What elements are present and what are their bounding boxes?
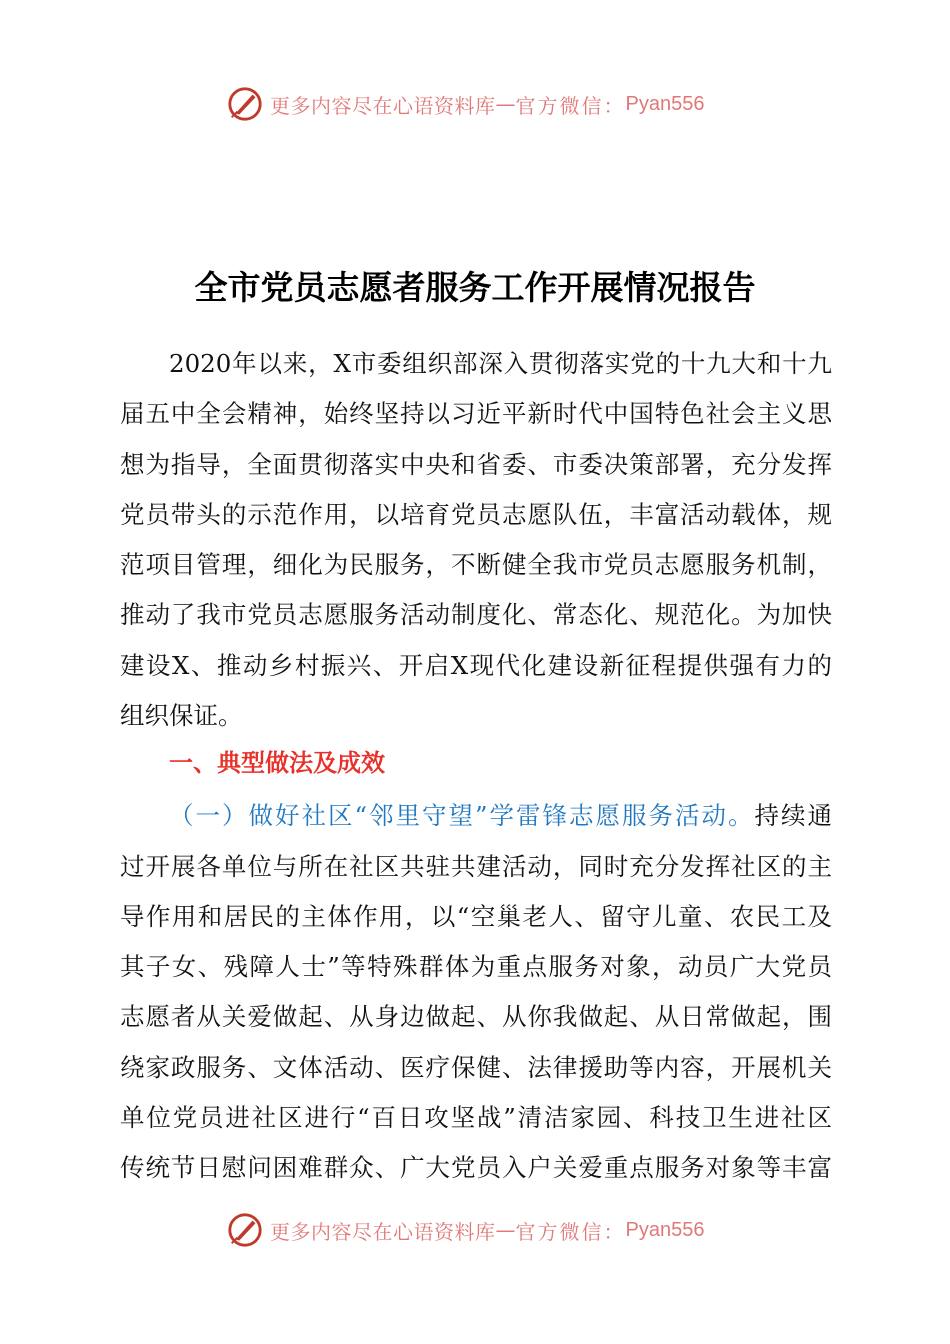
banner-dash: — [495, 1218, 516, 1242]
body-line: 单位党员进社区进行“百日攻坚战”清洁家园、科技卫生进社区 [120, 1103, 832, 1132]
footer-banner [226, 1210, 704, 1250]
body-line: 其子女、残障人士”等特殊群体为重点服务对象，动员广大党员 [120, 952, 832, 981]
banner-wechat-id: Pyan556 [625, 1218, 705, 1241]
intro-line: 范项目管理，细化为民服务，不断健全我市党员志愿服务机制， [120, 550, 832, 579]
intro-line: 推动了我市党员志愿服务活动制度化、常态化、规范化。为加快 [120, 600, 832, 629]
quill-logo-icon [226, 85, 264, 123]
body-line: 导作用和居民的主体作用，以“空巢老人、留守儿童、农民工及 [120, 902, 832, 931]
intro-line: 建设X、推动乡村振兴、开启X现代化建设新征程提供强有力的 [120, 651, 832, 680]
quill-logo-icon [226, 1211, 264, 1249]
body-line: 传统节日慰问困难群众、广大党员入户关爱重点服务对象等丰富 [120, 1153, 832, 1182]
subsection-heading: （一）做好社区“邻里守望”学雷锋志愿服务活动。 [169, 801, 755, 830]
subsection-first-tail: 持续通 [754, 801, 832, 830]
subsection-first-line [169, 797, 832, 832]
banner-wechat-id: Pyan556 [625, 92, 705, 115]
body-line: 绕家政服务、文体活动、医疗保健、法律援助等内容，开展机关 [120, 1053, 832, 1082]
body-line: 志愿者从关爱做起、从身边做起、从你我做起、从日常做起，围 [120, 1002, 832, 1031]
intro-line: 想为指导，全面贯彻落实中央和省委、市委决策部署，充分发挥 [120, 450, 832, 479]
banner-wechat-label: 官方微信： [515, 1219, 626, 1244]
intro-line: 届五中全会精神，始终坚持以习近平新时代中国特色社会主义思 [120, 399, 832, 428]
section-heading: 一、典型做法及成效 [169, 749, 385, 777]
body-line: 过开展各单位与所在社区共驻共建活动，同时充分发挥社区的主 [120, 852, 832, 881]
banner-text: 更多内容尽在心语资料库 [270, 93, 496, 118]
intro-line: 组织保证。 [120, 701, 243, 730]
banner-dash: — [495, 92, 516, 116]
banner-text: 更多内容尽在心语资料库 [270, 1219, 496, 1244]
header-banner [226, 84, 704, 124]
banner-wechat-label: 官方微信： [515, 93, 626, 118]
intro-line: 2020年以来，X市委组织部深入贯彻落实党的十九大和十九 [169, 349, 832, 378]
document-title: 全市党员志愿者服务工作开展情况报告 [194, 268, 756, 307]
intro-line: 党员带头的示范作用，以培育党员志愿队伍，丰富活动载体，规 [120, 500, 832, 529]
